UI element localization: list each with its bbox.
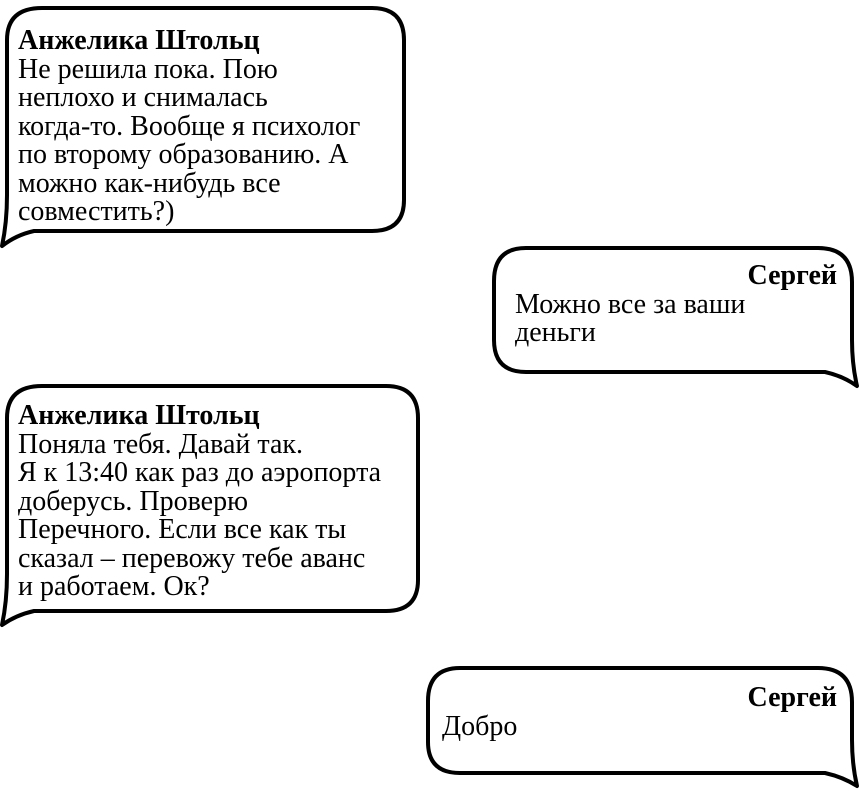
message-sender: Анжелика Штольц xyxy=(18,25,260,56)
message-2 xyxy=(515,262,837,348)
message-sender: Сергей xyxy=(747,682,837,713)
message-text: Не решила пока. Пою неплохо и снималась когда-то. Вообще я психолог по второму образованию. А можно как-нибудь все совместить?) xyxy=(18,53,361,227)
message-text: Поняла тебя. Давай так. Я к 13:40 как раз до аэропорта доберусь. Проверю Перечного. Если все как ты сказал – перевожу тебе аванс и работаем. Ок? xyxy=(18,428,382,602)
message-4 xyxy=(442,684,837,741)
message-text: Можно все за ваши деньги xyxy=(515,288,746,348)
message-3 xyxy=(18,402,416,602)
message-1 xyxy=(18,27,403,227)
message-sender: Анжелика Штольц xyxy=(18,400,260,431)
message-sender: Сергей xyxy=(747,260,837,291)
message-text: Добро xyxy=(442,710,518,742)
